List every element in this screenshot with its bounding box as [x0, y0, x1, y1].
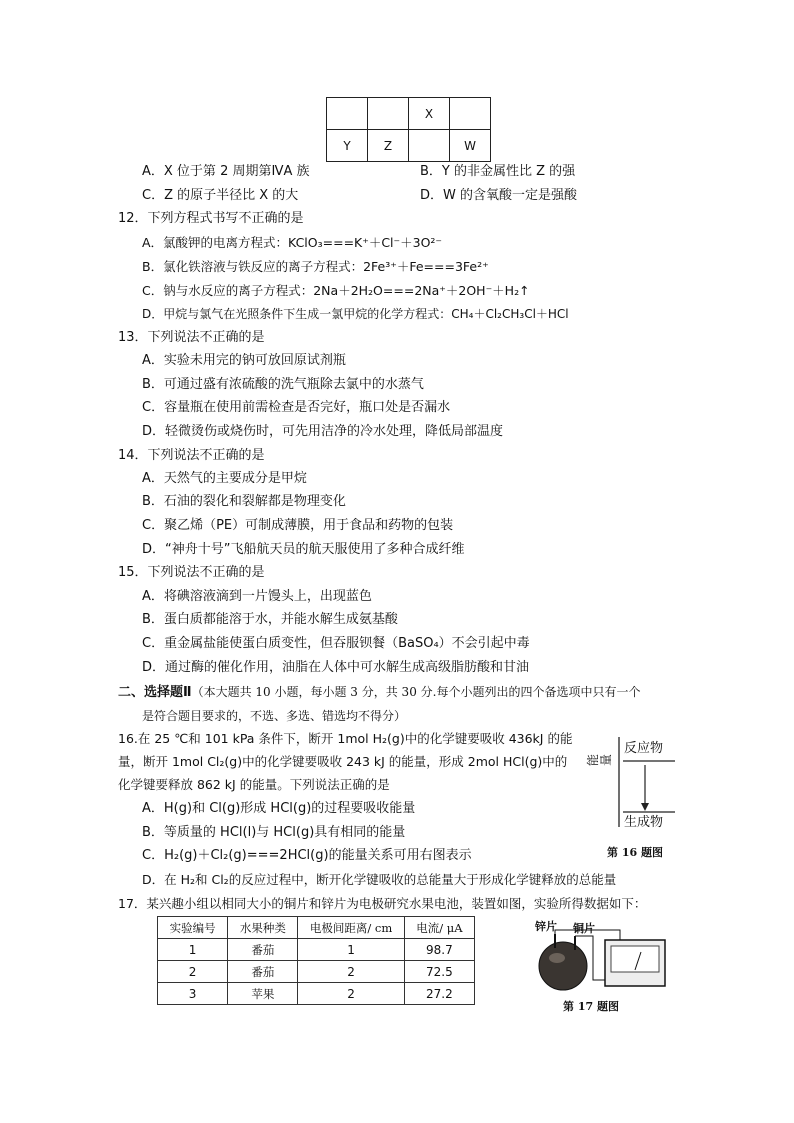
q14-stem: 14．下列说法不正确的是: [118, 448, 265, 463]
table-cell: 1: [298, 939, 404, 961]
q12-option-d: D．甲烷与氯气在光照条件下生成一氯甲烷的化学方程式：CH₄＋Cl₂CH₃Cl＋HCl: [142, 307, 569, 321]
q11-option-c: C．Z 的原子半径比 X 的大: [142, 188, 299, 203]
table-header: 电极间距离/ cm: [298, 917, 404, 939]
table-cell: 27.2: [404, 983, 474, 1005]
q16-option-a: A．H(g)和 Cl(g)形成 HCl(g)的过程要吸收能量: [142, 801, 416, 816]
pt-cell: [327, 98, 368, 130]
copper-label: 铜片: [573, 922, 595, 935]
pt-cell: [409, 130, 450, 162]
table-cell: 2: [298, 983, 404, 1005]
q12-option-b: B．氯化铁溶液与铁反应的离子方程式：2Fe³⁺＋Fe===3Fe²⁺: [142, 259, 489, 274]
q13-stem: 13．下列说法不正确的是: [118, 330, 265, 345]
q14-option-d: D．“神舟十号”飞船航天员的航天服使用了多种合成纤维: [142, 542, 465, 557]
table-cell: 1: [158, 939, 228, 961]
q12-stem: 12．下列方程式书写不正确的是: [118, 211, 304, 226]
pt-cell-w: W: [450, 130, 491, 162]
table-cell: 2: [298, 961, 404, 983]
q15-option-a: A．将碘溶液滴到一片馒头上，出现蓝色: [142, 589, 372, 604]
table-row: [158, 939, 475, 961]
q15-option-b: B．蛋白质都能溶于水，并能水解生成氨基酸: [142, 612, 398, 627]
products-label: 生成物: [624, 815, 664, 830]
q17-data-table: [157, 916, 475, 1005]
q16-stem-line1: 16.在 25 ℃和 101 kPa 条件下，断开 1mol H₂(g)中的化学键要吸收 436kJ 的能: [118, 731, 573, 746]
section-note-cont: 是符合题目要求的，不选、多选、错选均不得分）: [142, 709, 407, 723]
fig17-caption: 第 17 题图: [563, 1000, 619, 1013]
q11-option-d: D．W 的含氧酸一定是强酸: [420, 188, 577, 203]
q16-stem-line3: 化学键要释放 862 kJ 的能量。下列说法正确的是: [118, 777, 390, 792]
section-title: 二、选择题Ⅱ: [118, 685, 192, 700]
q16-option-b: B．等质量的 HCl(l)与 HCl(g)具有相同的能量: [142, 825, 406, 840]
q14-option-c: C．聚乙烯（PE）可制成薄膜，用于食品和药物的包装: [142, 518, 454, 533]
fruit-battery-figure: [535, 918, 675, 996]
q14-option-b: B．石油的裂化和裂解都是物理变化: [142, 494, 346, 509]
fruit-highlight: [549, 953, 565, 963]
pt-cell-x: X: [409, 98, 450, 130]
q15-stem: 15．下列说法不正确的是: [118, 565, 265, 580]
table-cell: 2: [158, 961, 228, 983]
q16-option-c: C．H₂(g)＋Cl₂(g)===2HCl(g)的能量关系可用右图表示: [142, 848, 472, 863]
q13-option-d: D．轻微烫伤或烧伤时，可先用洁净的冷水处理，降低局部温度: [142, 424, 504, 439]
pt-cell: [368, 98, 409, 130]
q11-option-a: A．X 位于第 2 周期第ⅣA 族: [142, 164, 310, 179]
q14-option-a: A．天然气的主要成分是甲烷: [142, 471, 307, 486]
q13-option-b: B．可通过盛有浓硫酸的洗气瓶除去氯中的水蒸气: [142, 377, 424, 392]
table-cell: 苹果: [228, 983, 298, 1005]
pt-cell-y: Y: [327, 130, 368, 162]
zinc-label: 锌片: [535, 920, 557, 933]
table-header: 实验编号: [158, 917, 228, 939]
periodic-table-fragment: [326, 97, 491, 162]
pt-cell: [450, 98, 491, 130]
q11-option-b: B．Y 的非金属性比 Z 的强: [420, 164, 576, 179]
q17-stem: 17．某兴趣小组以相同大小的铜片和锌片为电极研究水果电池，装置如图，实验所得数据如下：: [118, 896, 647, 911]
table-header: 电流/ μA: [404, 917, 474, 939]
reactants-label: 反应物: [624, 741, 664, 756]
fruit: [539, 942, 587, 990]
section-note: （本大题共 10 小题，每小题 3 分，共 30 分.每个小题列出的四个备选项中只有一个: [191, 685, 641, 699]
q13-option-a: A．实验未用完的钠可放回原试剂瓶: [142, 353, 346, 368]
table-row: [158, 961, 475, 983]
table-row: [158, 983, 475, 1005]
fig16-caption: 第 16 题图: [607, 846, 663, 859]
q16-option-d: D．在 H₂和 Cl₂的反应过程中，断开化学键吸收的总能量大于形成化学键释放的总能量: [142, 872, 617, 887]
energy-arrow-head: [641, 803, 649, 811]
q16-stem-line2: 量，断开 1mol Cl₂(g)中的化学键要吸收 243 kJ 的能量，形成 2mol HCl(g)中的: [118, 754, 568, 769]
table-cell: 72.5: [404, 961, 474, 983]
q13-option-c: C．容量瓶在使用前需检查是否完好，瓶口处是否漏水: [142, 400, 451, 415]
energy-diagram: [586, 737, 680, 830]
pt-cell-z: Z: [368, 130, 409, 162]
q15-option-d: D．通过酶的催化作用，油脂在人体中可水解生成高级脂肪酸和甘油: [142, 660, 530, 675]
q15-option-c: C．重金属盐能使蛋白质变性，但吞服钡餐（BaSO₄）不会引起中毒: [142, 636, 530, 651]
table-cell: 番茄: [228, 961, 298, 983]
q12-option-a: A．氯酸钾的电离方程式：KClO₃===K⁺＋Cl⁻＋3O²⁻: [142, 235, 443, 250]
table-cell: 98.7: [404, 939, 474, 961]
table-cell: 番茄: [228, 939, 298, 961]
q12-option-c: C．钠与水反应的离子方程式：2Na＋2H₂O===2Na⁺＋2OH⁻＋H₂↑: [142, 283, 530, 298]
table-cell: 3: [158, 983, 228, 1005]
energy-axis-label: 能量: [586, 753, 613, 766]
section-heading: [118, 683, 640, 702]
table-header: 水果种类: [228, 917, 298, 939]
ammeter-dial: [611, 946, 659, 972]
